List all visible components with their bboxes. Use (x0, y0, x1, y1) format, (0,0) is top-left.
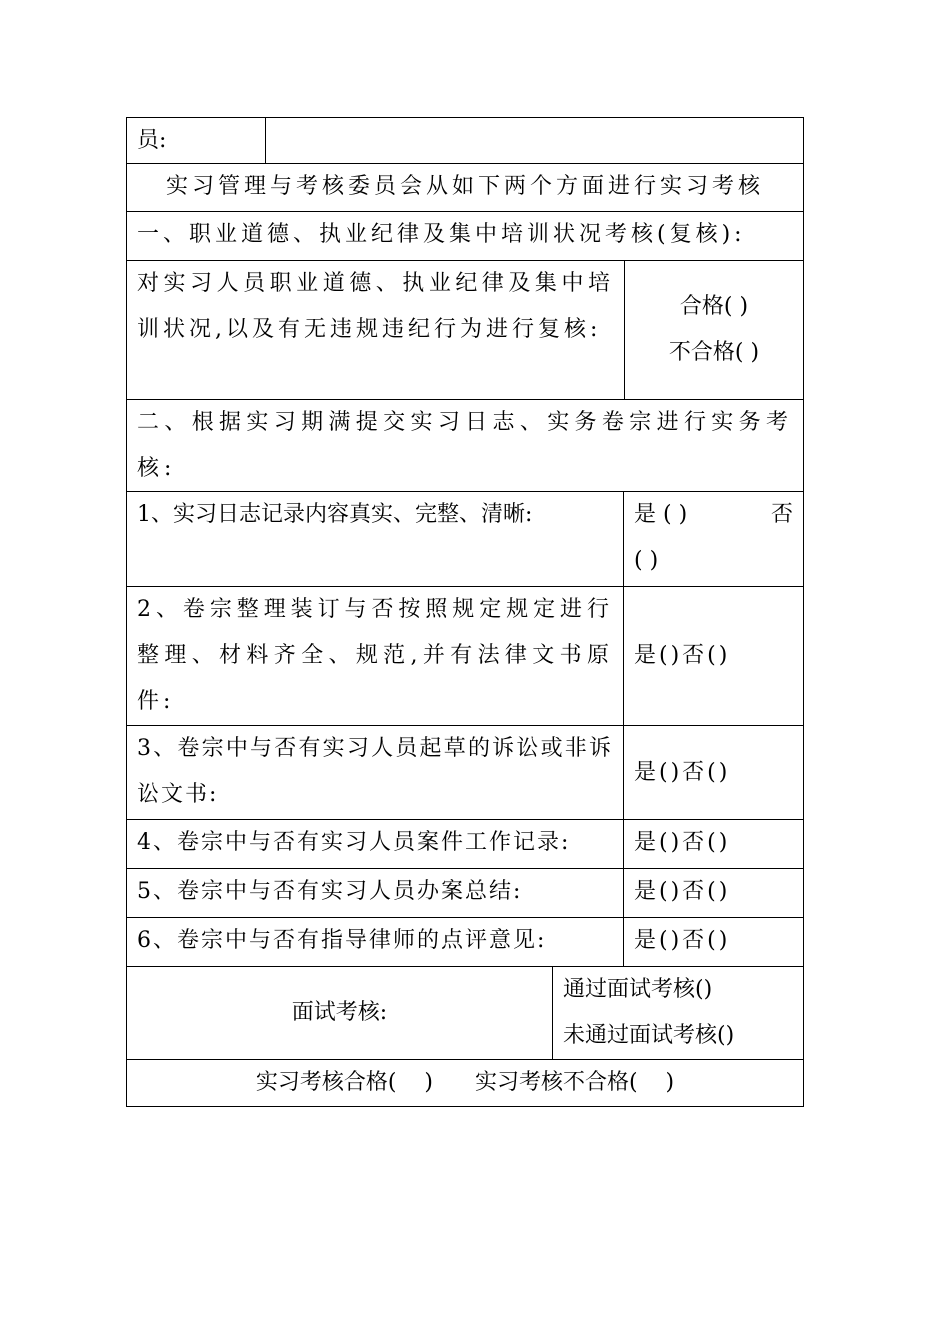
item-row-5 (126, 869, 804, 918)
item-row-4 (126, 820, 804, 869)
assessment-form (126, 117, 804, 1107)
section1-description: 对实习人员职业道德、执业纪律及集中培训状况,以及有无违规违纪行为进行复核: (137, 271, 614, 342)
interview-pass-option[interactable]: 通过面试考核() (563, 977, 713, 1002)
section2-title-row (126, 400, 804, 492)
item-row-2 (126, 587, 804, 726)
final-fail-option[interactable]: 实习考核不合格( ) (474, 1070, 675, 1095)
section1-pass-option[interactable]: 合格( ) (679, 294, 749, 319)
header-row (126, 117, 804, 164)
item-answer-6[interactable]: 是()否() (623, 918, 803, 966)
interview-label: 面试考核: (291, 1000, 388, 1025)
intro-row (126, 164, 804, 212)
final-row (126, 1060, 804, 1107)
item-row-1 (126, 492, 804, 587)
interview-fail-option[interactable]: 未通过面试考核() (563, 1023, 735, 1048)
item-text-5: 5、卷宗中与否有实习人员办案总结: (137, 879, 523, 904)
item-row-3 (126, 726, 804, 820)
item-no-1[interactable]: 否 (770, 502, 793, 527)
header-label: 员: (137, 128, 167, 153)
item-row-6 (126, 918, 804, 967)
section1-title-row (126, 212, 804, 261)
item-text-1: 1、实习日志记录内容真实、完整、清晰: (137, 502, 533, 527)
section1-result (624, 261, 803, 399)
final-result (127, 1060, 803, 1106)
item-answer-5[interactable]: 是()否() (623, 869, 803, 917)
item-answer-1[interactable] (623, 492, 803, 586)
item-no-tail-1[interactable]: ( ) (634, 548, 659, 573)
interview-result (552, 967, 803, 1059)
item-answer-4[interactable]: 是()否() (623, 820, 803, 868)
section1-body-row (126, 261, 804, 400)
final-pass-option[interactable]: 实习考核合格( ) (255, 1070, 434, 1095)
item-answer-2[interactable]: 是()否() (623, 587, 803, 725)
section2-title: 二、根据实习期满提交实习日志、实务卷宗进行实务考核: (137, 410, 793, 481)
item-text-2: 2、卷宗整理装订与否按照规定规定进行整理、材料齐全、规范,并有法律文书原件: (137, 597, 613, 714)
item-text-6: 6、卷宗中与否有指导律师的点评意见: (137, 928, 547, 953)
header-value (265, 118, 803, 163)
intro-text: 实习管理与考核委员会从如下两个方面进行实习考核 (165, 174, 764, 199)
item-text-4: 4、卷宗中与否有实习人员案件工作记录: (137, 830, 571, 855)
item-text-3: 3、卷宗中与否有实习人员起草的诉讼或非诉讼文书: (137, 736, 613, 807)
item-yes-1[interactable]: 是 ( ) (634, 502, 688, 527)
interview-row (126, 967, 804, 1060)
section1-title: 一、职业道德、执业纪律及集中培训状况考核(复核): (137, 222, 746, 247)
item-answer-3[interactable]: 是()否() (623, 726, 803, 819)
section1-fail-option[interactable]: 不合格( ) (668, 340, 760, 365)
